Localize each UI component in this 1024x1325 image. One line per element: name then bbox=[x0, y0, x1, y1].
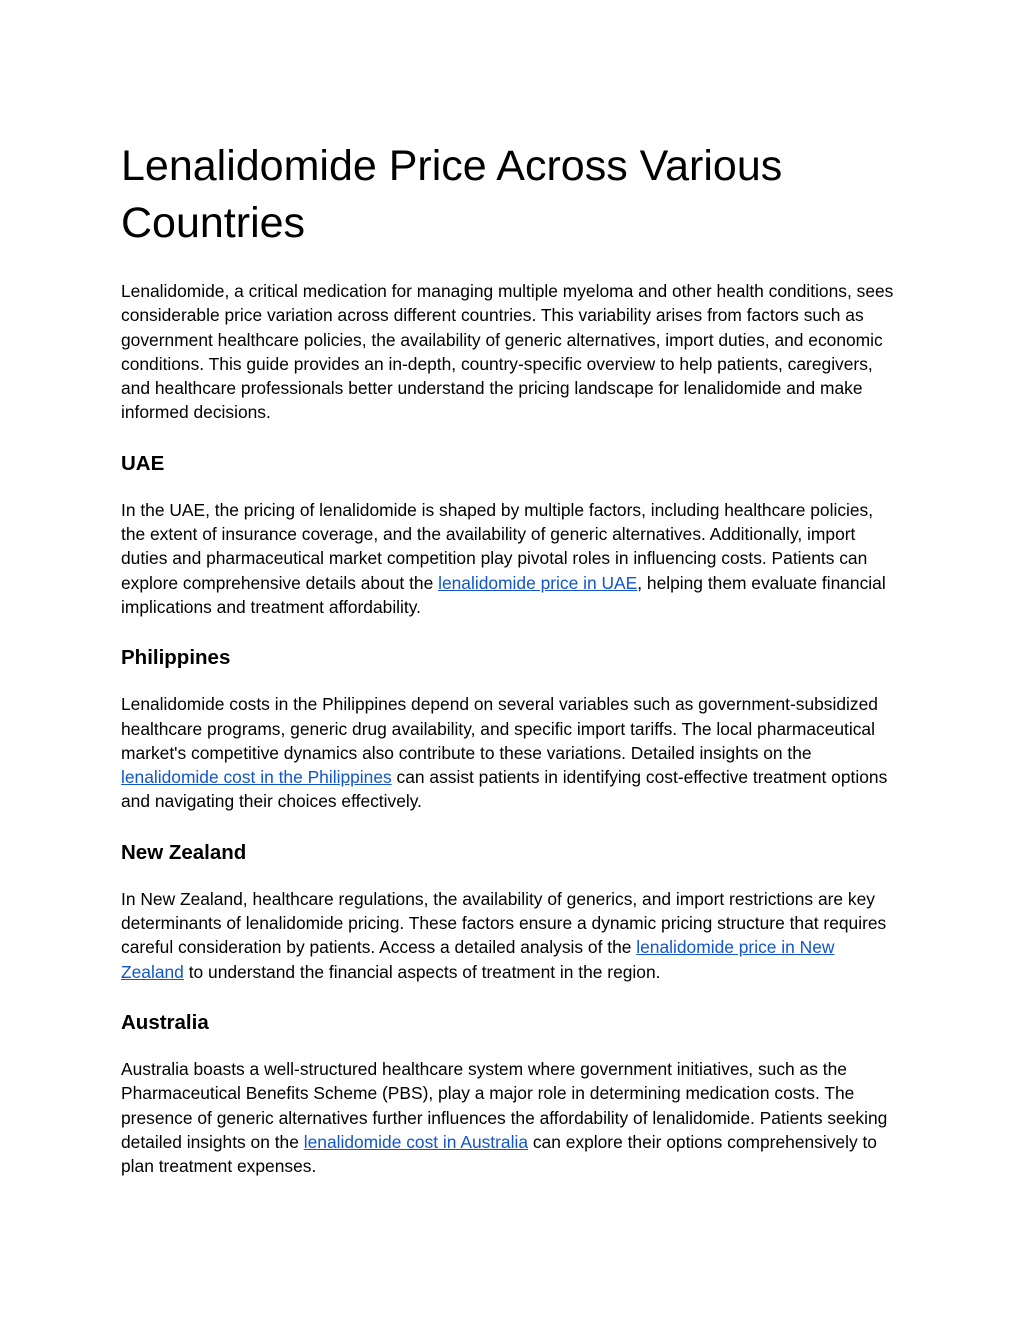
section-heading-australia: Australia bbox=[121, 1010, 209, 1034]
document-page bbox=[121, 138, 901, 1178]
intro-paragraph: Lenalidomide, a critical medication for managing multiple myeloma and other health conditions, sees considerable price variation across different countries. This variability arises from factors such as government healthcare policies, the availability of generic alternatives, import duties, and economic conditions. This guide provides an in-depth, country-specific overview to help patients, caregivers, and healthcare professionals better understand the pricing landscape for lenalidomide and make informed decisions. bbox=[121, 281, 894, 423]
section-paragraph-australia bbox=[121, 1057, 901, 1178]
section-heading-philippines: Philippines bbox=[121, 646, 231, 670]
link-lenalidomide-cost-australia[interactable]: lenalidomide cost in Australia bbox=[303, 1131, 529, 1152]
paragraph-text: can assist patients in identifying cost-effective treatment options and navigating their choices effectively. bbox=[121, 767, 888, 812]
section-paragraph-new-zealand bbox=[121, 887, 901, 984]
link-lenalidomide-cost-philippines[interactable]: lenalidomide cost in the Philippines bbox=[121, 767, 392, 788]
section-uae bbox=[121, 451, 901, 619]
section-heading-new-zealand: New Zealand bbox=[121, 840, 247, 864]
paragraph-text: to understand the financial aspects of treatment in the region. bbox=[183, 961, 661, 982]
section-heading-uae: UAE bbox=[121, 451, 165, 475]
section-paragraph-philippines bbox=[121, 692, 901, 813]
link-lenalidomide-price-new-zealand[interactable]: lenalidomide price in New Zealand bbox=[121, 937, 835, 982]
section-philippines bbox=[121, 645, 901, 813]
paragraph-text: Lenalidomide costs in the Philippines depend on several variables such as government-subsidized healthcare programs, generic drug availability, and specific import tariffs. The local pharmaceutical market's competitive dynamics also contribute to these variations. Detailed insights on the bbox=[121, 694, 878, 763]
paragraph-text: , helping them evaluate financial implications and treatment affordability. bbox=[121, 572, 886, 617]
page-title: Lenalidomide Price Across Various Countries bbox=[121, 142, 783, 247]
link-lenalidomide-price-uae[interactable]: lenalidomide price in UAE bbox=[438, 572, 638, 593]
paragraph-text: can explore their options comprehensively to plan treatment expenses. bbox=[121, 1131, 877, 1177]
paragraph-text: Australia boasts a well-structured healthcare system where government initiatives, such as the Pharmaceutical Benefits Scheme (PBS), play a major role in determining medication costs. The presence of generic alternatives further influences the affordability of lenalidomide. Patients seeking detailed insights on the bbox=[121, 1058, 888, 1152]
paragraph-text: In the UAE, the pricing of lenalidomide is shaped by multiple factors, including healthcare policies, the extent of insurance coverage, and the availability of generic alternatives. Additionally, import duties and pharmaceutical market competition play pivotal roles in influencing costs. Patients can explore comprehensive details about the bbox=[121, 499, 874, 593]
paragraph-text: In New Zealand, healthcare regulations, the availability of generics, and import restrictions are key determinants of lenalidomide pricing. These factors ensure a dynamic pricing structure that requires careful consideration by patients. Access a detailed analysis of the bbox=[121, 888, 887, 958]
section-new-zealand bbox=[121, 840, 901, 984]
section-australia bbox=[121, 1010, 901, 1178]
section-paragraph-uae bbox=[121, 498, 901, 619]
